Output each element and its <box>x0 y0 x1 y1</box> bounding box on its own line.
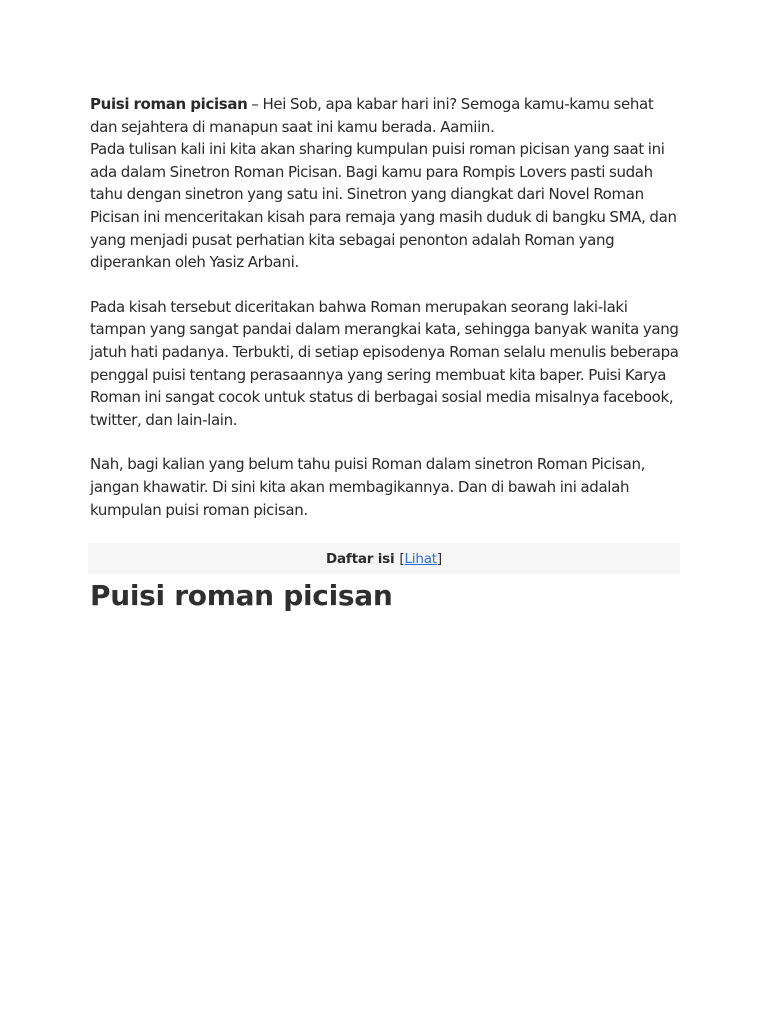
paragraph-3: Nah, bagi kalian yang belum tahu puisi Roman dalam sinetron Roman Picisan, jangan khawatir. Di sini kita akan membagikannya. Dan di bawah ini adalah kumpulan puisi roman picisan. <box>90 455 646 519</box>
paragraph-2: Pada kisah tersebut diceritakan bahwa Roman merupakan seorang laki-laki tampan yang sangat pandai dalam merangkai kata, sehingga banyak wanita yang jatuh hati padanya. Terbukti, di setiap episodenya Roman selalu menulis beberapa penggal puisi tentang perasaannya yang sering membuat kita baper. Puisi Karya Roman ini sangat cocok untuk status di berbagai sosial media misalnya facebook, twitter, dan lain-lain. <box>90 297 679 429</box>
toc-show-link[interactable]: Lihat <box>404 550 437 567</box>
article-body <box>90 93 682 521</box>
intro-continued-text: Pada tulisan kali ini kita akan sharing kumpulan puisi roman picisan yang saat ini ada dalam Sinetron Roman Picisan. Bagi kamu para Rompis Lovers pasti sudah tahu dengan sinetron yang satu ini. Sinetron yang diangkat dari Novel Roman Picisan ini menceritakan kisah para remaja yang masih duduk di bangku SMA, dan yang menjadi pusat perhatian kita sebagai penonton adalah Roman yang diperankan oleh Yasiz Arbani. <box>90 140 677 272</box>
toc-close-bracket: ] <box>436 550 442 567</box>
intro-text: – Hei Sob, apa kabar hari ini? Semoga kamu-kamu sehat dan sejahtera di manapun saat ini kamu berada. Aamiin. <box>90 95 654 136</box>
intro-paragraph <box>90 93 682 274</box>
table-of-contents <box>88 543 680 574</box>
toc-open-bracket: [ <box>399 550 405 567</box>
intro-bold-title: Puisi roman picisan <box>90 95 248 113</box>
toc-title: Daftar isi <box>326 550 395 567</box>
section-heading: Puisi roman picisan <box>90 579 393 612</box>
